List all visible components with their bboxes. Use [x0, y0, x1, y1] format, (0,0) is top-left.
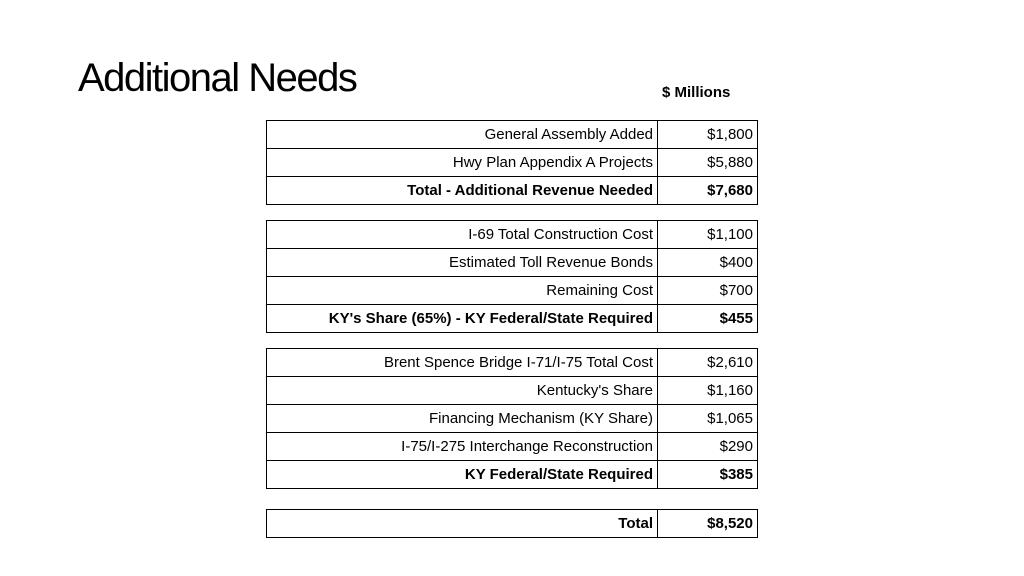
row-value: $400 [658, 249, 758, 277]
row-label: KY's Share (65%) - KY Federal/State Required [267, 305, 658, 333]
row-label: I-75/I-275 Interchange Reconstruction [267, 433, 658, 461]
table-total-row [267, 177, 758, 205]
row-label: Kentucky's Share [267, 377, 658, 405]
row-label: Estimated Toll Revenue Bonds [267, 249, 658, 277]
row-value: $1,160 [658, 377, 758, 405]
additional-revenue-table [266, 120, 758, 205]
units-label: $ Millions [662, 84, 731, 101]
row-value: $1,100 [658, 221, 758, 249]
table-total-row [267, 461, 758, 489]
table-row [267, 221, 758, 249]
table-row [267, 433, 758, 461]
table-row [267, 149, 758, 177]
row-value: $385 [658, 461, 758, 489]
table-row [267, 349, 758, 377]
row-value: $7,680 [658, 177, 758, 205]
row-label: Brent Spence Bridge I-71/I-75 Total Cost [267, 349, 658, 377]
row-label: Total [267, 510, 658, 538]
table-row [267, 249, 758, 277]
row-value: $290 [658, 433, 758, 461]
row-label: KY Federal/State Required [267, 461, 658, 489]
table-row [267, 277, 758, 305]
row-value: $2,610 [658, 349, 758, 377]
table-row [267, 121, 758, 149]
row-value: $8,520 [658, 510, 758, 538]
row-value: $1,065 [658, 405, 758, 433]
row-value: $1,800 [658, 121, 758, 149]
row-label: Remaining Cost [267, 277, 658, 305]
grand-total-table [266, 509, 758, 538]
table-row [267, 377, 758, 405]
brent-spence-bridge-table [266, 348, 758, 489]
row-label: General Assembly Added [267, 121, 658, 149]
row-label: I-69 Total Construction Cost [267, 221, 658, 249]
table-total-row [267, 305, 758, 333]
row-value: $5,880 [658, 149, 758, 177]
row-label: Financing Mechanism (KY Share) [267, 405, 658, 433]
i69-cost-table [266, 220, 758, 333]
row-value: $700 [658, 277, 758, 305]
grand-total-row [267, 510, 758, 538]
row-value: $455 [658, 305, 758, 333]
page-title: Additional Needs [78, 56, 357, 100]
row-label: Hwy Plan Appendix A Projects [267, 149, 658, 177]
table-row [267, 405, 758, 433]
row-label: Total - Additional Revenue Needed [267, 177, 658, 205]
